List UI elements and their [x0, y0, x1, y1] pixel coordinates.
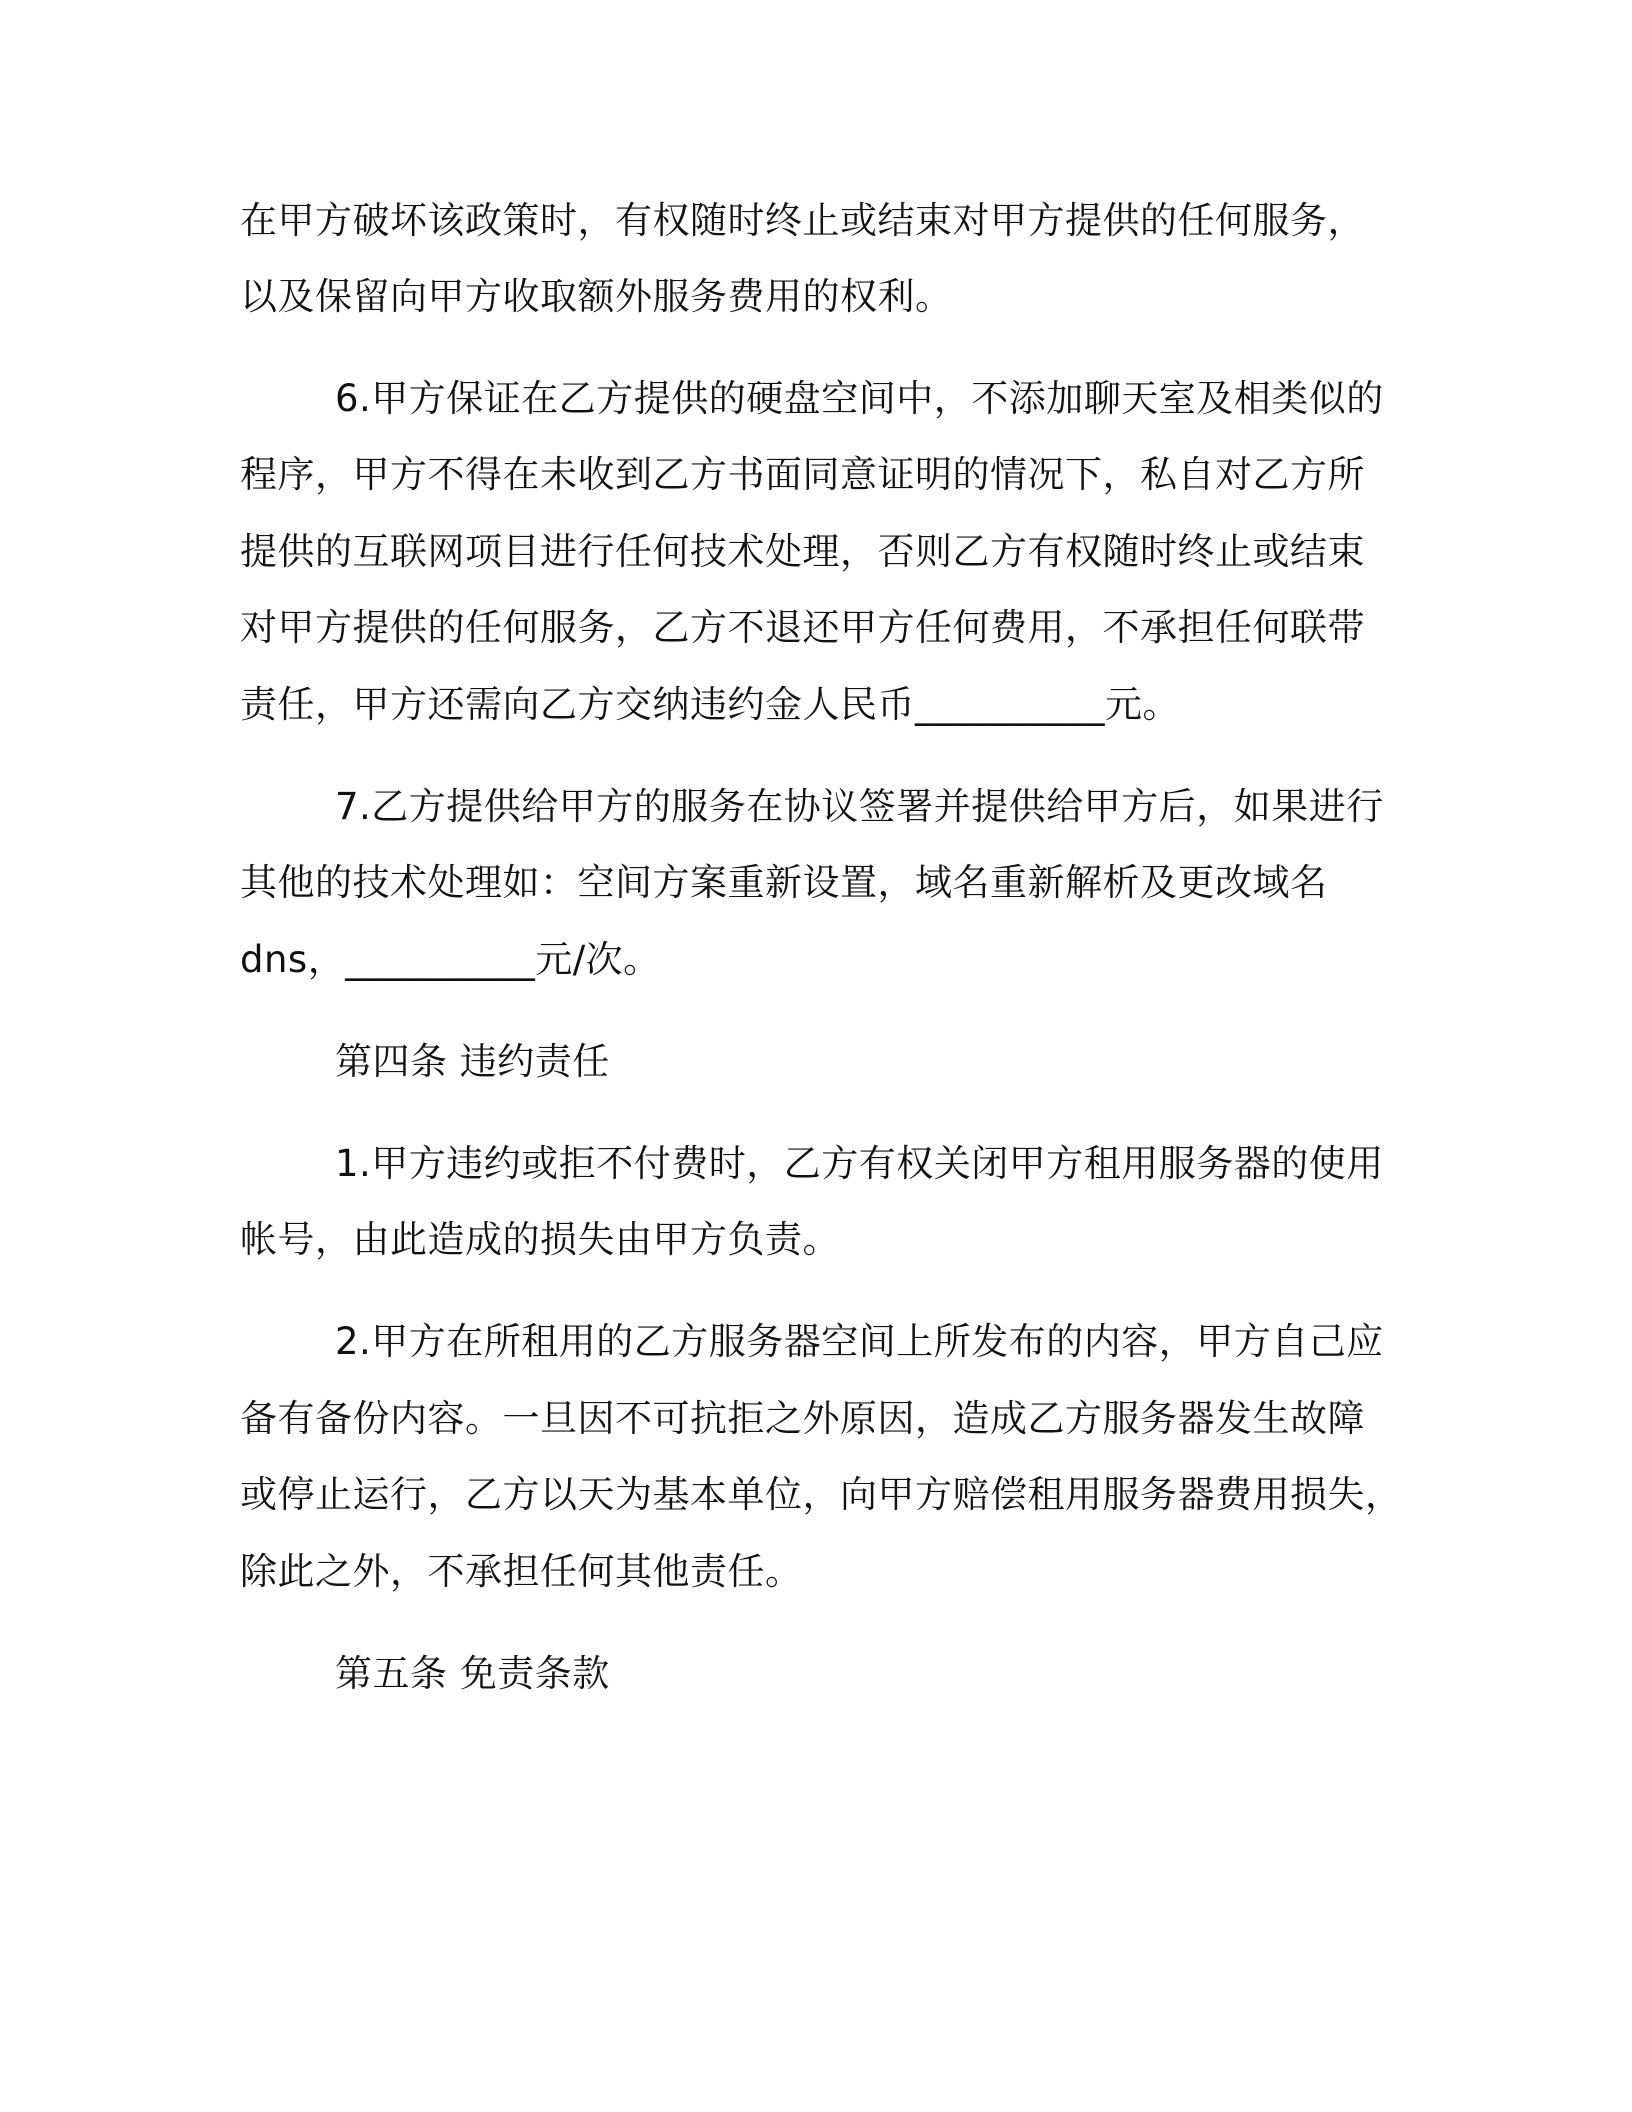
article-4-item-2-line-3: 或停止运行，乙方以天为基本单位，向甲方赔偿租用服务器费用损失， — [240, 1473, 1403, 1516]
clause-6-line-1: 6.甲方保证在乙方提供的硬盘空间中，不添加聊天室及相类似的 — [335, 377, 1384, 420]
clause-6-line-2: 程序，甲方不得在未收到乙方书面同意证明的情况下，私自对乙方所 — [240, 453, 1365, 496]
article-5-heading: 第五条 免责条款 — [335, 1652, 610, 1695]
policy-paragraph-line-1: 在甲方破坏该政策时，有权随时终止或结束对甲方提供的任何服务， — [240, 199, 1365, 242]
article-4-item-2-line-1: 2.甲方在所租用的乙方服务器空间上所发布的内容，甲方自己应 — [335, 1320, 1384, 1363]
clause-6-line-4: 对甲方提供的任何服务，乙方不退还甲方任何费用，不承担任何联带 — [240, 606, 1365, 649]
article-4-heading: 第四条 违约责任 — [335, 1040, 610, 1083]
article-4-item-1-line-1: 1.甲方违约或拒不付费时，乙方有权关闭甲方租用服务器的使用 — [335, 1142, 1384, 1185]
clause-7-line-3: dns，__________元/次。 — [240, 938, 661, 981]
clause-6-line-5: 责任，甲方还需向乙方交纳违约金人民币__________元。 — [240, 683, 1180, 726]
clause-6-line-3: 提供的互联网项目进行任何技术处理，否则乙方有权随时终止或结束 — [240, 530, 1365, 573]
policy-paragraph-line-2: 以及保留向甲方收取额外服务费用的权利。 — [240, 275, 953, 318]
article-4-item-1-line-2: 帐号，由此造成的损失由甲方负责。 — [240, 1218, 840, 1261]
clause-7-line-1: 7.乙方提供给甲方的服务在协议签署并提供给甲方后，如果进行 — [335, 785, 1384, 828]
article-4-item-2-line-2: 备有备份内容。一旦因不可抗拒之外原因，造成乙方服务器发生故障 — [240, 1397, 1365, 1440]
clause-7-line-2: 其他的技术处理如：空间方案重新设置，域名重新解析及更改域名 — [240, 861, 1328, 904]
article-4-item-2-line-4: 除此之外，不承担任何其他责任。 — [240, 1550, 803, 1593]
